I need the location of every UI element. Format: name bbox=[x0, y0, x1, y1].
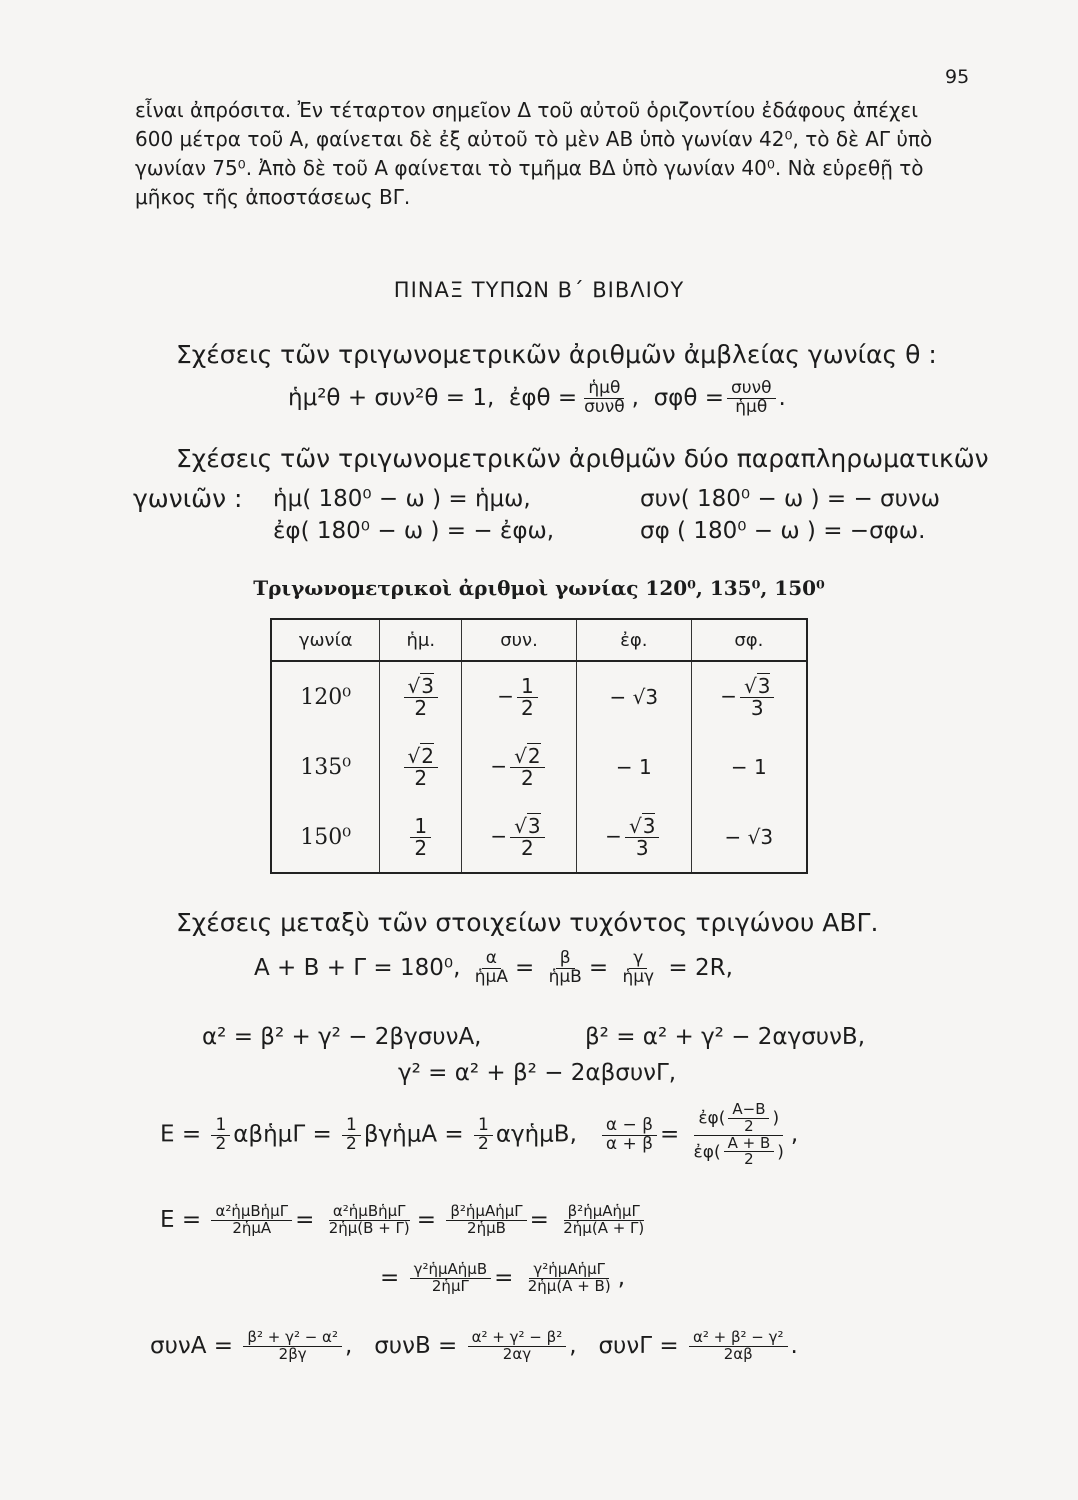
section2-title: Σχέσεις τῶν τριγωνομετρικῶν ἀριθμῶν δύο παραπληρωματικῶν bbox=[176, 444, 989, 473]
header-angle: γωνία bbox=[271, 619, 380, 661]
cot-lhs: σφθ = bbox=[653, 384, 725, 411]
section2-prefix: γωνιῶν : bbox=[133, 484, 243, 513]
cosine-formulas: συνΑ = $\frac{\text{β² + γ² − α²}}{2\beta\gamma}$ , συνΒ = $\frac{\text{α² + γ² − β²}}{2\alpha\gamma}$ , συνΓ = $\frac{\text{α² + β² − γ²}}{2\alpha\beta}$ . bbox=[150, 1328, 798, 1363]
cot-fraction: $\frac{\text{συνθ}}{\text{ἡμθ}}$ bbox=[727, 380, 776, 417]
header-tan: ἐφ. bbox=[576, 619, 691, 661]
law-sines-frac-a: $\frac{\alpha}{\text{ἡμΑ}}$ bbox=[474, 948, 508, 987]
page-number: 95 bbox=[945, 66, 970, 88]
angle-sum: Α + Β + Γ = 180⁰, bbox=[254, 954, 461, 981]
section3-title: Σχέσεις μεταξὺ τῶν στοιχείων τυχόντος τριγώνου ΑΒΓ. bbox=[176, 908, 879, 937]
eq-tan-supplement: ἐφ( 180⁰ − ω ) = − ἐφω, bbox=[273, 518, 555, 544]
law-sines-tail: = 2R, bbox=[668, 954, 733, 981]
eq-cos-supplement: συν( 180⁰ − ω ) = − συνω bbox=[640, 486, 941, 512]
law-of-tangents-lhs: $\frac{\alpha - \beta}{\alpha + \beta}$ bbox=[602, 1117, 657, 1154]
tan-fraction: $\frac{\text{ἡμθ}}{\text{συνθ}}$ bbox=[584, 378, 625, 417]
table-row bbox=[271, 802, 807, 873]
trig-values-table bbox=[270, 618, 808, 874]
cos-cell: − √ $\frac{2}{2}$ bbox=[462, 732, 577, 803]
intro-line: μῆκος τῆς ἀποστάσεως ΒΓ. bbox=[135, 185, 411, 209]
law-of-cosines-b: β² = α² + γ² − 2αγσυνΒ, bbox=[585, 1024, 866, 1050]
eq-cot-supplement: σφ ( 180⁰ − ω ) = −σφω. bbox=[640, 518, 926, 544]
table-caption: Τριγωνομετρικοὶ ἀριθμοὶ γωνίας 120⁰, 135⁰, 150⁰ bbox=[253, 576, 825, 600]
section1-title: Σχέσεις τῶν τριγωνομετρικῶν ἀριθμῶν ἀμβλείας γωνίας θ : bbox=[176, 340, 937, 369]
header-cot: σφ. bbox=[691, 619, 807, 661]
angle-cell: 135⁰ bbox=[271, 732, 380, 803]
tan-cell: − √3 bbox=[576, 661, 691, 732]
intro-paragraph bbox=[135, 96, 955, 212]
sin-cell: √ $\frac{2}{2}$ bbox=[380, 732, 462, 803]
sin-cell: √ $\frac{3}{2}$ bbox=[380, 661, 462, 732]
cot-cell: − √3 bbox=[691, 802, 807, 873]
section-heading: ΠΙΝΑΞ ΤΥΠΩΝ Β΄ ΒΙΒΛΙΟΥ bbox=[393, 278, 685, 302]
tan-cell: − 1 bbox=[576, 732, 691, 803]
intro-line: γωνίαν 75⁰. Ἀπὸ δὲ τοῦ Α φαίνεται τὸ τμῆμα ΒΔ ὑπὸ γωνίαν 40⁰. Νὰ εὑρεθῇ τὸ bbox=[135, 156, 924, 180]
header-sin: ἡμ. bbox=[380, 619, 462, 661]
cot-cell: − 1 bbox=[691, 732, 807, 803]
law-of-tangents-rhs: ἐφ( $\frac{A-B}{2}$ ) ἐφ( $\frac{A + B}{2}$ ) bbox=[693, 1100, 784, 1169]
law-of-cosines-c: γ² = α² + β² − 2αβσυνΓ, bbox=[398, 1060, 677, 1086]
section1-formulas: ἡμ²θ + συν²θ = 1, ἐφθ = $\frac{\text{ἡμθ}}{\text{συνθ}}$ , σφθ = $\frac{\text{συνθ}}{\text{ἡμθ}}$ . bbox=[288, 378, 786, 417]
table-row bbox=[271, 732, 807, 803]
law-of-cosines-a: α² = β² + γ² − 2βγσυνΑ, bbox=[202, 1024, 482, 1050]
angle-cell: 150⁰ bbox=[271, 802, 380, 873]
header-cos: συν. bbox=[462, 619, 577, 661]
cot-cell: − √ $\frac{3}{3}$ bbox=[691, 661, 807, 732]
law-sines-frac-c: $\frac{\gamma}{\text{ἡμγ}}$ bbox=[622, 948, 655, 987]
table-row bbox=[271, 661, 807, 732]
tan-cell: − √ $\frac{3}{3}$ bbox=[576, 802, 691, 873]
area-formula-2: Ε = $\frac{\text{α²ἡμΒἡμΓ}}{\text{2ἡμΑ}}$ = $\frac{\text{α²ἡμΒἡμΓ}}{\text{2ἡμ(Β + Γ)}}$ = $\frac{\text{β²ἡμΑἡμΓ}}{\text{2ἡμΒ}}$ = $\frac{\text{β²ἡμΑἡμΓ}}{\text{2ἡμ(Α + Γ)}}$ bbox=[160, 1202, 645, 1237]
intro-line: εἶναι ἀπρόσιτα. Ἐν τέταρτον σημεῖον Δ τοῦ αὐτοῦ ὁριζοντίου ἐδάφους ἀπέχει bbox=[135, 98, 919, 122]
cos-cell: − √ $\frac{3}{2}$ bbox=[462, 802, 577, 873]
table-header-row bbox=[271, 619, 807, 661]
angle-cell: 120⁰ bbox=[271, 661, 380, 732]
sin-cell: $\frac{1}{2}$ bbox=[380, 802, 462, 873]
identity-formula: ἡμ²θ + συν²θ = 1, bbox=[288, 384, 495, 411]
tan-lhs: ἐφθ = bbox=[508, 384, 578, 411]
eq-sin-supplement: ἡμ( 180⁰ − ω ) = ἡμω, bbox=[273, 486, 531, 512]
intro-line: 600 μέτρα τοῦ Α, φαίνεται δὲ ἐξ αὐτοῦ τὸ μὲν ΑΒ ὑπὸ γωνίαν 42⁰, τὸ δὲ ΑΓ ὑπὸ bbox=[135, 127, 933, 151]
angle-sum-and-law-of-sines: Α + Β + Γ = 180⁰, $\frac{\alpha}{\text{ἡμΑ}}$ = $\frac{\beta}{\text{ἡμΒ}}$ = $\frac{\gamma}{\text{ἡμγ}}$ = 2R, bbox=[254, 948, 733, 987]
area-formula-3: = $\frac{\text{γ²ἡμΑἡμΒ}}{\text{2ἡμΓ}}$ = $\frac{\text{γ²ἡμΑἡμΓ}}{\text{2ἡμ(Α + Β)}}$ , bbox=[380, 1260, 626, 1295]
area-formula: Ε = $\frac{1}{2}$ αβἡμΓ = $\frac{1}{2}$ βγἡμΑ = $\frac{1}{2}$ αγἡμΒ, $\frac{\alpha - \beta}{\alpha + \beta}$ = ἐφ( $\frac{A-B}{2}$ ) ἐφ( $\frac{A + B}{2}$ ) , bbox=[160, 1100, 799, 1169]
law-sines-frac-b: $\frac{\beta}{\text{ἡμΒ}}$ bbox=[548, 948, 582, 987]
cos-cell: − $\frac{1}{2}$ bbox=[462, 661, 577, 732]
